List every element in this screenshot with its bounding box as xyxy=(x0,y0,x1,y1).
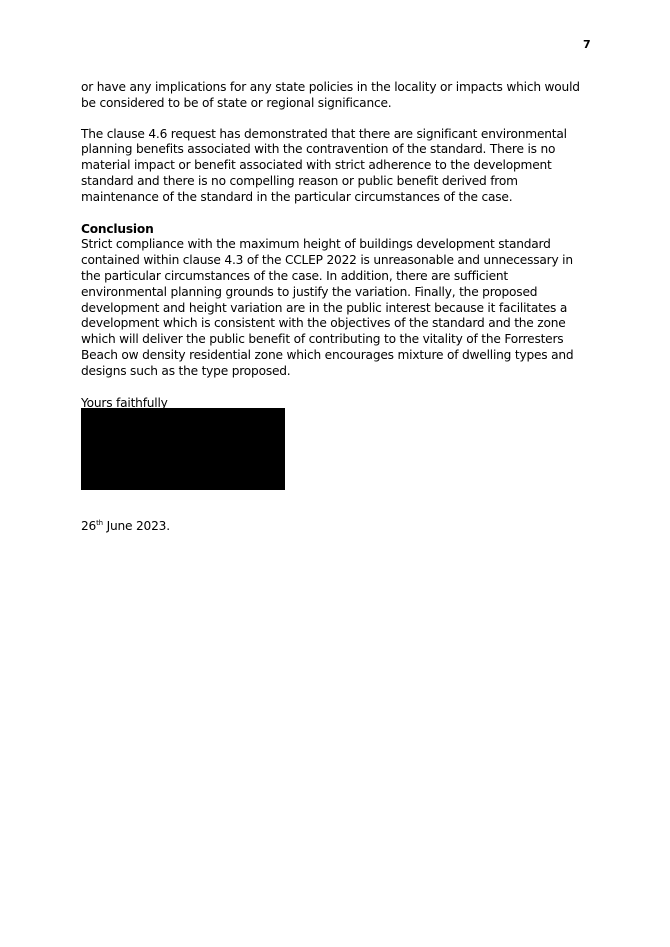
page-number: 7 xyxy=(583,38,591,51)
letter-date xyxy=(81,519,593,535)
paragraph-conclusion: Strict compliance with the maximum height of buildings development standard contained within clause 4.3 of the CCLEP 2022 is unreasonable and unnecessary in the particular circumstances of the case. In addition, there are sufficient environmental planning grounds to justify the variation. Finally, the proposed development and height variation are in the public interest because it facilitates a development which is consistent with the objectives of the standard and the zone which will deliver the public benefit of contributing to the vitality of the Forresters Beach ow density residential zone which encourages mixture of dwelling types and designs such as the type proposed. xyxy=(81,237,574,378)
date-suffix: th xyxy=(96,519,103,528)
date-rest: June 2023. xyxy=(102,519,170,534)
paragraph-implications: or have any implications for any state policies in the locality or impacts which would be considered to be of state or regional significance. xyxy=(81,80,580,110)
redacted-signature xyxy=(81,408,285,490)
letter-body xyxy=(81,80,593,535)
conclusion-heading: Conclusion xyxy=(81,221,154,236)
signoff: Yours faithfully xyxy=(81,395,168,410)
paragraph-clause-request: The clause 4.6 request has demonstrated that there are significant environmental planning benefits associated with the contravention of the standard. There is no material impact or benefit associated with strict adherence to the development standard and there is no compelling reason or public benefit derived from maintenance of the standard in the particular circumstances of the case. xyxy=(81,126,567,204)
date-day: 26 xyxy=(81,519,97,534)
